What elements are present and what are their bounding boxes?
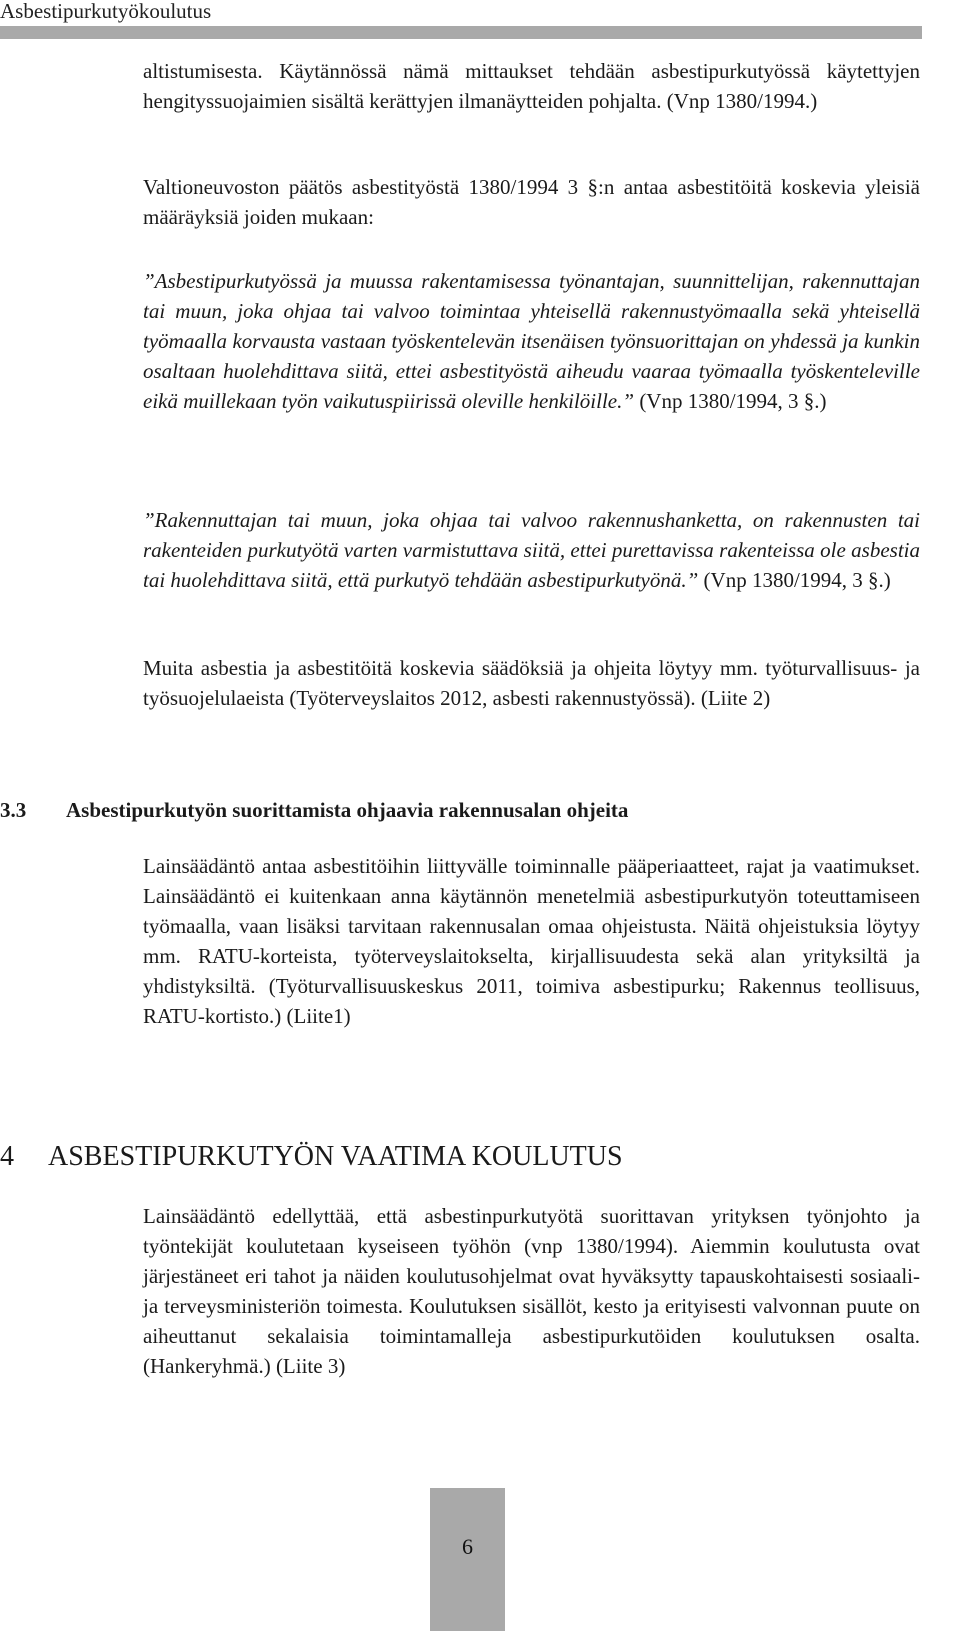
quote-1-ref: (Vnp 1380/1994, 3 §.) (639, 389, 827, 413)
paragraph-other-regulations: Muita asbestia ja asbestitöitä koskevia säädöksiä ja ohjeita löytyy mm. työturvallisuus- ja työsuojelulaeista (Työterveyslaitos 2012, asbesti rakennustyössä). (Liite 2) (143, 656, 920, 710)
paragraph-training: Lainsäädäntö edellyttää, että asbestinpurkutyötä suorittavan yrityksen työnjohto ja työntekijät koulutetaan kyseiseen työhön (vnp 1380/1994). Aiemmin koulutusta ovat järjestäneet eri tahot ja näiden koulutusohjelmat ovat hyväksytty tapauskohtaisesti sosiaali- ja terveysministeriön toimesta. Koulutuksen sisällöt, kesto ja erityisesti valvonnan puute on aiheuttanut sekalaisia toimintamalleja asbestipurkutöiden koulutuksen osalta. (Hankeryhmä.) (Liite 3) (143, 1204, 920, 1378)
quote-2-text: ”Rakennuttajan tai muun, joka ohjaa tai valvoo rakennushanketta, on rakennusten tai rakenteiden purkutyötä varten varmistuttava siitä, ettei purettavissa rakenteissa ole asbestia tai huolehdittava siitä, että purkutyö tehdään asbestipurkutyönä.” (143, 508, 920, 592)
quote-1-text: ”Asbestipurkutyössä ja muussa rakentamisessa työnantajan, suunnittelijan, rakennuttajan tai muun, joka ohjaa tai valvoo toimintaa yhteisellä rakennustyömaalla sekä yhteisellä työmaalla korvausta vastaan työskentelevän itsenäisen työnsuorittajan on yhdessä ja kunkin osaltaan huolehdittava siitä, ettei asbestityöstä aiheudu vaaraa työmaalla työskenteleville eikä muillekaan työn vaikutuspiirissä oleville henkilöille.” (143, 269, 920, 413)
quote-block-1 (143, 266, 920, 416)
quote-2-ref: (Vnp 1380/1994, 3 §.) (703, 568, 891, 592)
header-rule (0, 26, 922, 39)
paragraph-intro: altistumisesta. Käytännössä nämä mittaukset tehdään asbestipurkutyössä käytettyjen hengityssuojaimien sisältä kerättyjen ilmanäytteiden pohjalta. (Vnp 1380/1994.) (143, 59, 920, 113)
section-heading-3-3 (0, 795, 920, 825)
paragraph-guidelines: Lainsäädäntö antaa asbestitöihin liittyvälle toiminnalle pääperiaatteet, rajat ja vaatimukset. Lainsäädäntö ei kuitenkaan anna käytännön menetelmiä asbestipurkutyön toteuttamiseen työmaalla, vaan lisäksi tarvitaan rakennusalan omaa ohjeistusta. Näitä ohjeistuksia löytyy mm. RATU-korteista, työterveyslaitokselta, kirjallisuudesta sekä alan yrityksiltä ja yhdistyksiltä. (Työturvallisuuskeskus 2011, toimiva asbestipurku; Rakennus teollisuus, RATU-kortisto.) (Liite1) (143, 854, 920, 1028)
quote-block-2 (143, 505, 920, 595)
page-number: 6 (462, 1534, 473, 1559)
chapter-heading-4 (0, 1140, 920, 1174)
paragraph-decision: Valtioneuvoston päätös asbestityöstä 1380/1994 3 §:n antaa asbestitöitä koskevia yleisiä määräyksiä joiden mukaan: (143, 175, 920, 229)
header-title: Asbestipurkutyökoulutus (0, 0, 212, 23)
page-footer (430, 1488, 505, 1631)
chapter-title: ASBESTIPURKUTYÖN VAATIMA KOULUTUS (48, 1141, 623, 1172)
chapter-number: 4 (0, 1141, 14, 1172)
section-number: 3.3 (0, 798, 27, 822)
section-title: Asbestipurkutyön suorittamista ohjaavia rakennusalan ohjeita (66, 798, 629, 822)
